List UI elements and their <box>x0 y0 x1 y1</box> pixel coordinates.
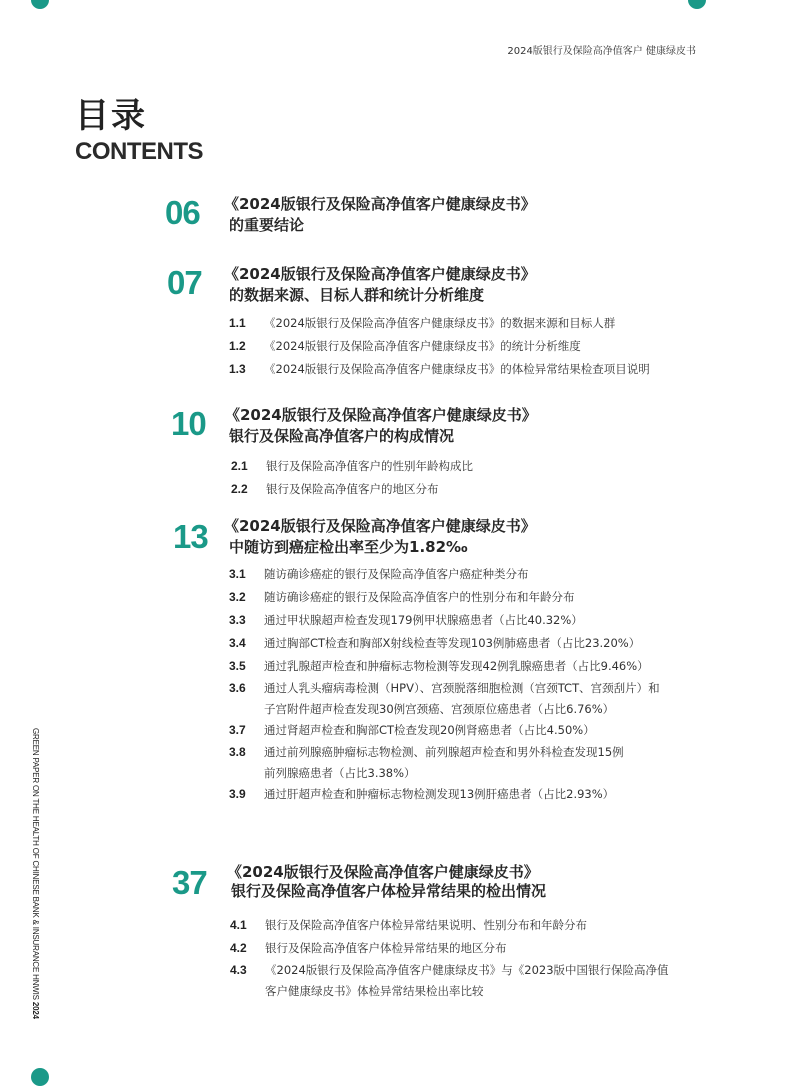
subsection-list <box>229 563 660 806</box>
toc-item-3-5[interactable] <box>229 655 660 678</box>
item-number: 3.5 <box>229 659 246 673</box>
corner-dot-bottom-left <box>31 1068 49 1086</box>
sidebar-main-text: GREEN PAPER ON THE HEALTH OF CHINESE BANK & INSURANCE HNWIS <box>31 728 40 1000</box>
toc-item-2-2[interactable] <box>231 478 473 501</box>
subsection-list <box>230 914 669 1001</box>
item-text: 《2024版银行及保险高净值客户健康绿皮书》的体检异常结果检查项目说明 <box>264 362 650 376</box>
item-text-continued: 子宫附件超声检查发现30例宫颈癌、宫颈原位癌患者（占比6.76%） <box>264 702 615 716</box>
toc-item-4-1[interactable] <box>230 914 669 937</box>
item-number: 3.1 <box>229 567 246 581</box>
section-page-number: 37 <box>172 864 207 901</box>
item-text: 银行及保险高净值客户体检异常结果说明、性别分布和年龄分布 <box>265 918 587 932</box>
item-text: 通过乳腺超声检查和肿瘤标志物检测等发现42例乳腺癌患者（占比9.46%） <box>264 659 649 673</box>
section-title-line2: 的数据来源、目标人群和统计分析维度 <box>229 286 485 304</box>
toc-item-3-6[interactable] <box>229 678 660 719</box>
section-title-line1: 《2024版银行及保险高净值客户健康绿皮书》 <box>224 195 536 213</box>
item-number: 4.1 <box>230 918 247 932</box>
item-number: 1.1 <box>229 316 246 330</box>
item-text: 《2024版银行及保险高净值客户健康绿皮书》的数据来源和目标人群 <box>264 316 616 330</box>
toc-item-1-3[interactable] <box>229 358 650 381</box>
toc-item-3-7[interactable] <box>229 719 660 742</box>
toc-item-1-1[interactable] <box>229 312 650 335</box>
item-text: 随访确诊癌症的银行及保险高净值客户癌症种类分布 <box>264 567 529 581</box>
section-page-number: 06 <box>165 194 200 231</box>
item-text: 通过甲状腺超声检查发现179例甲状腺癌患者（占比40.32%） <box>264 613 583 627</box>
toc-item-4-3[interactable] <box>230 960 669 1001</box>
item-number: 1.2 <box>229 339 246 353</box>
item-text: 通过人乳头瘤病毒检测（HPV）、宫颈脱落细胞检测（宫颈TCT、宫颈刮片）和 <box>264 681 660 695</box>
section-title-line1: 《2024版银行及保险高净值客户健康绿皮书》 <box>227 863 539 881</box>
item-text: 通过前列腺癌肿瘤标志物检测、前列腺超声检查和男外科检查发现15例 <box>264 745 624 759</box>
item-text: 通过肾超声检查和胸部CT检查发现20例肾癌患者（占比4.50%） <box>264 723 595 737</box>
item-number: 2.1 <box>231 459 248 473</box>
section-title-line2: 银行及保险高净值客户的构成情况 <box>229 427 455 445</box>
item-number: 1.3 <box>229 362 246 376</box>
section-title-line2: 的重要结论 <box>229 216 305 234</box>
corner-dot-top-left <box>31 0 49 9</box>
item-text: 《2024版银行及保险高净值客户健康绿皮书》的统计分析维度 <box>264 339 581 353</box>
item-number: 4.2 <box>230 941 247 955</box>
toc-item-3-2[interactable] <box>229 586 660 609</box>
item-text-continued: 前列腺癌患者（占比3.38%） <box>264 766 416 780</box>
item-number: 3.6 <box>229 681 246 695</box>
toc-item-3-3[interactable] <box>229 609 660 632</box>
subsection-list <box>229 312 650 381</box>
item-number: 3.3 <box>229 613 246 627</box>
page-title-en: CONTENTS <box>75 138 203 165</box>
subsection-list <box>231 455 473 501</box>
item-number: 3.7 <box>229 723 246 737</box>
item-number: 3.4 <box>229 636 246 650</box>
toc-item-1-2[interactable] <box>229 335 650 358</box>
page-title-cn: 目录 <box>75 96 147 136</box>
section-title-line2: 银行及保险高净值客户体检异常结果的检出情况 <box>231 882 547 900</box>
sidebar-year: 2024 <box>31 1001 40 1019</box>
section-title-line1: 《2024版银行及保险高净值客户健康绿皮书》 <box>224 517 536 535</box>
section-title-line2: 中随访到癌症检出率至少为1.82‰ <box>229 538 468 556</box>
item-number: 3.8 <box>229 745 246 759</box>
item-text: 银行及保险高净值客户的地区分布 <box>266 482 439 496</box>
item-text: 银行及保险高净值客户体检异常结果的地区分布 <box>265 941 507 955</box>
corner-dot-top-right <box>688 0 706 9</box>
toc-item-2-1[interactable] <box>231 455 473 478</box>
section-title-line1: 《2024版银行及保险高净值客户健康绿皮书》 <box>224 265 536 283</box>
item-text: 通过胸部CT检查和胸部X射线检查等发现103例肺癌患者（占比23.20%） <box>264 636 641 650</box>
toc-item-3-9[interactable] <box>229 783 660 806</box>
section-page-number: 13 <box>173 518 208 555</box>
toc-item-4-2[interactable] <box>230 937 669 960</box>
item-number: 2.2 <box>231 482 248 496</box>
sidebar-vertical-text <box>31 728 40 1019</box>
item-text-continued: 客户健康绿皮书》体检异常结果检出率比较 <box>265 984 484 998</box>
item-number: 3.2 <box>229 590 246 604</box>
item-text: 《2024版银行及保险高净值客户健康绿皮书》与《2023版中国银行保险高净值 <box>265 963 669 977</box>
section-title-line1: 《2024版银行及保险高净值客户健康绿皮书》 <box>225 406 537 424</box>
toc-item-3-1[interactable] <box>229 563 660 586</box>
toc-item-3-8[interactable] <box>229 742 660 783</box>
header-doc-title: 2024版银行及保险高净值客户 健康绿皮书 <box>507 46 696 57</box>
section-page-number: 07 <box>167 264 202 301</box>
item-text: 随访确诊癌症的银行及保险高净值客户的性别分布和年龄分布 <box>264 590 575 604</box>
item-text: 通过肝超声检查和肿瘤标志物检测发现13例肝癌患者（占比2.93%） <box>264 787 615 801</box>
section-page-number: 10 <box>171 405 206 442</box>
item-text: 银行及保险高净值客户的性别年龄构成比 <box>266 459 473 473</box>
toc-item-3-4[interactable] <box>229 632 660 655</box>
item-number: 3.9 <box>229 787 246 801</box>
item-number: 4.3 <box>230 963 247 977</box>
